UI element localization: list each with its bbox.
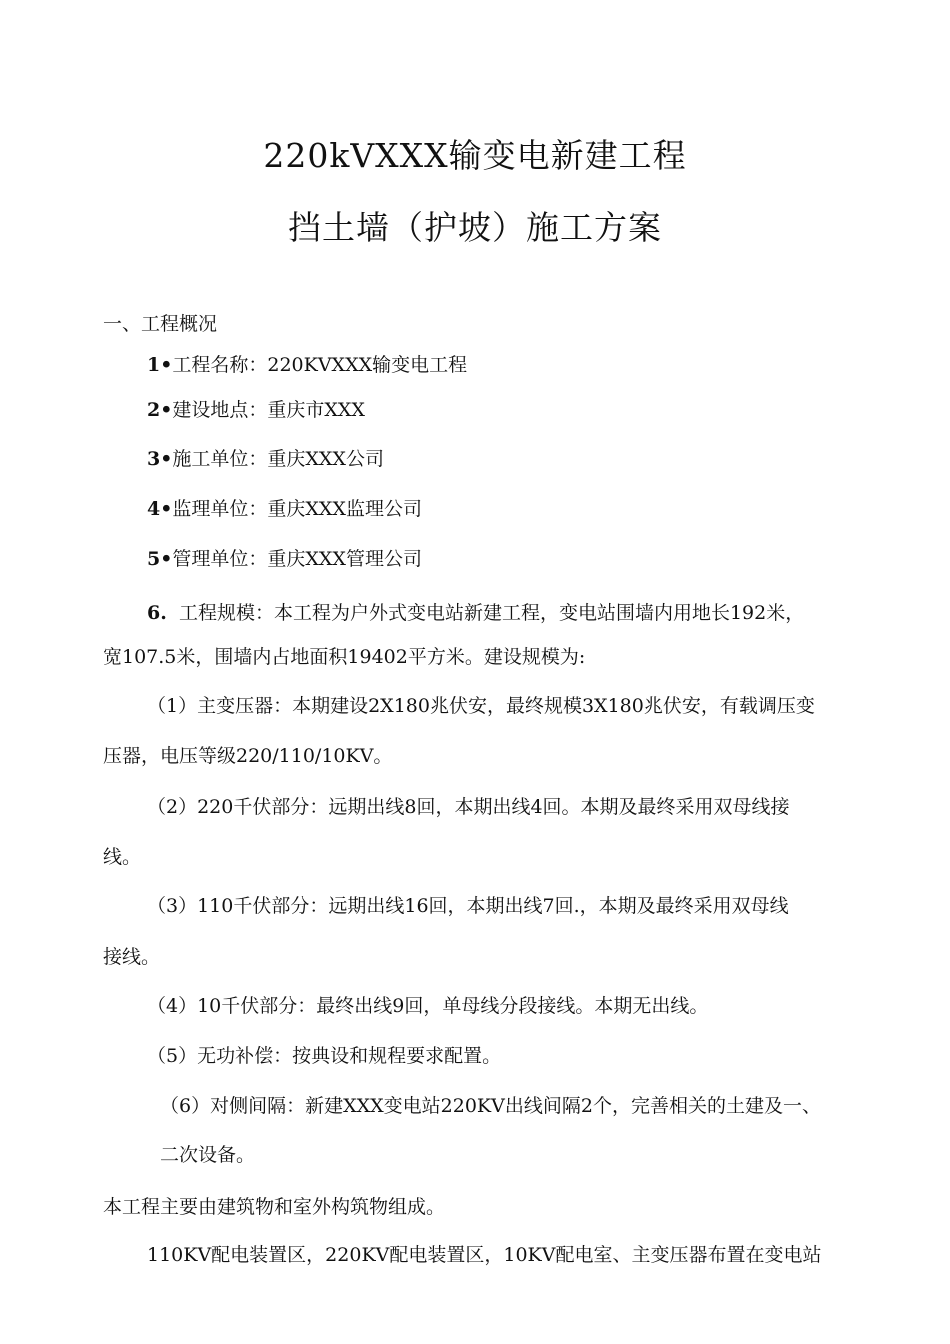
scale-paragraph-line2: 宽107.5米，围墙内占地面积19402平方米。建设规模为: bbox=[103, 646, 586, 668]
item-text: 施工单位：重庆XXX公司 bbox=[172, 448, 384, 470]
subitem-line: （5）无功补偿：按典设和规程要求配置。 bbox=[147, 1045, 502, 1067]
subitem-line: 线。 bbox=[103, 846, 142, 868]
subitem-line: （2）220千伏部分：远期出线8回，本期出线4回。本期及最终采用双母线接 bbox=[147, 796, 790, 818]
subitem-line: （6）对侧间隔：新建XXX变电站220KV出线间隔2个，完善相关的土建及一、 bbox=[160, 1095, 821, 1117]
item-number: 6. bbox=[147, 602, 167, 624]
list-item bbox=[147, 544, 422, 571]
item-number: 3• bbox=[147, 448, 173, 470]
subitem-line: （3）110千伏部分：远期出线16回，本期出线7回.，本期及最终采用双母线 bbox=[147, 895, 789, 917]
layout-paragraph-line1: 110KV配电装置区，220KV配电装置区，10KV配电室、主变压器布置在变电站 bbox=[147, 1244, 822, 1266]
composition-paragraph: 本工程主要由建筑物和室外构筑物组成。 bbox=[103, 1196, 446, 1218]
subitem-line: 二次设备。 bbox=[160, 1144, 256, 1166]
document-title-line1: 220kVXXX输变电新建工程 bbox=[263, 136, 687, 175]
subitem-line: 压器，电压等级220/110/10KV。 bbox=[103, 745, 393, 767]
item-text: 建设地点：重庆市XXX bbox=[172, 399, 365, 421]
list-item bbox=[147, 350, 467, 377]
list-item bbox=[147, 444, 384, 471]
item-text: 监理单位：重庆XXX监理公司 bbox=[172, 498, 422, 520]
subitem-line: 接线。 bbox=[103, 946, 161, 968]
item-text: 管理单位：重庆XXX管理公司 bbox=[172, 548, 422, 570]
item-number: 5• bbox=[147, 548, 173, 570]
item-number: 1• bbox=[147, 354, 173, 376]
section-heading: 一、工程概况 bbox=[103, 313, 218, 335]
scale-paragraph-line1 bbox=[147, 598, 804, 625]
item-number: 4• bbox=[147, 498, 173, 520]
subitem-line: （1）主变压器：本期建设2X180兆伏安，最终规模3X180兆伏安，有载调压变 bbox=[147, 695, 815, 717]
list-item bbox=[147, 395, 365, 422]
subitem-line: （4）10千伏部分：最终出线9回，单母线分段接线。本期无出线。 bbox=[147, 995, 709, 1017]
item-text: 工程规模：本工程为户外式变电站新建工程，变电站围墙内用地长192米， bbox=[178, 602, 805, 624]
item-number: 2• bbox=[147, 399, 173, 421]
document-title-line2: 挡土墙（护坡）施工方案 bbox=[288, 208, 662, 247]
list-item bbox=[147, 494, 422, 521]
item-text: 工程名称：220KVXXX输变电工程 bbox=[172, 354, 468, 376]
